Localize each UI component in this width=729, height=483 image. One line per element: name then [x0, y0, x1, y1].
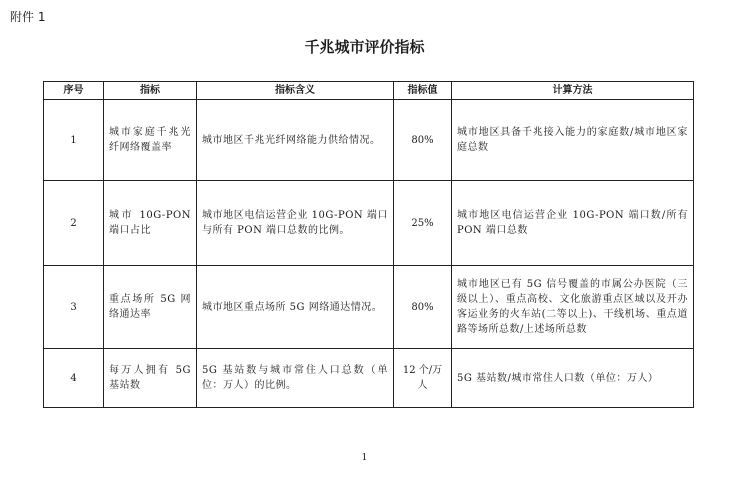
cell-indicator-meaning: 城市地区千兆光纤网络能力供给情况。	[197, 100, 394, 181]
cell-indicator: 每万人拥有 5G 基站数	[104, 349, 197, 408]
cell-indicator-value: 80%	[394, 266, 452, 349]
cell-calculation-method: 城市地区具备千兆接入能力的家庭数/城市地区家庭总数	[452, 100, 694, 181]
cell-indicator-value: 12 个/万人	[394, 349, 452, 408]
cell-serial-number: 3	[44, 266, 104, 349]
cell-indicator: 重点场所 5G 网络通达率	[104, 266, 197, 349]
cell-indicator-meaning: 5G 基站数与城市常住人口总数（单位：万人）的比例。	[197, 349, 394, 408]
table-row	[44, 266, 694, 349]
cell-indicator: 城市 10G-PON 端口占比	[104, 181, 197, 266]
header-serial-number: 序号	[44, 82, 104, 100]
header-indicator: 指标	[104, 82, 197, 100]
cell-serial-number: 1	[44, 100, 104, 181]
cell-calculation-method: 城市地区电信运营企业 10G-PON 端口数/所有 PON 端口总数	[452, 181, 694, 266]
cell-indicator: 城市家庭千兆光纤网络覆盖率	[104, 100, 197, 181]
cell-calculation-method: 5G 基站数/城市常住人口数（单位：万人）	[452, 349, 694, 408]
header-indicator-meaning: 指标含义	[197, 82, 394, 100]
cell-serial-number: 2	[44, 181, 104, 266]
document-title: 千兆城市评价指标	[304, 38, 425, 56]
table-row	[44, 349, 694, 408]
table-row	[44, 100, 694, 181]
cell-serial-number: 4	[44, 349, 104, 408]
metrics-table	[43, 81, 694, 408]
header-calculation-method: 计算方法	[452, 82, 694, 100]
cell-indicator-meaning: 城市地区电信运营企业 10G-PON 端口与所有 PON 端口总数的比例。	[197, 181, 394, 266]
cell-indicator-meaning: 城市地区重点场所 5G 网络通达情况。	[197, 266, 394, 349]
cell-indicator-value: 80%	[394, 100, 452, 181]
attachment-label: 附件 1	[10, 10, 46, 24]
table-header-row	[44, 82, 694, 100]
header-indicator-value: 指标值	[394, 82, 452, 100]
cell-indicator-value: 25%	[394, 181, 452, 266]
page-number: 1	[361, 453, 368, 463]
cell-calculation-method: 城市地区已有 5G 信号覆盖的市属公办医院（三级以上）、重点高校、文化旅游重点区域以及开办客运业务的火车站(二等以上)、干线机场、重点道路等场所总数/上述场所总数	[452, 266, 694, 349]
table-row	[44, 181, 694, 266]
